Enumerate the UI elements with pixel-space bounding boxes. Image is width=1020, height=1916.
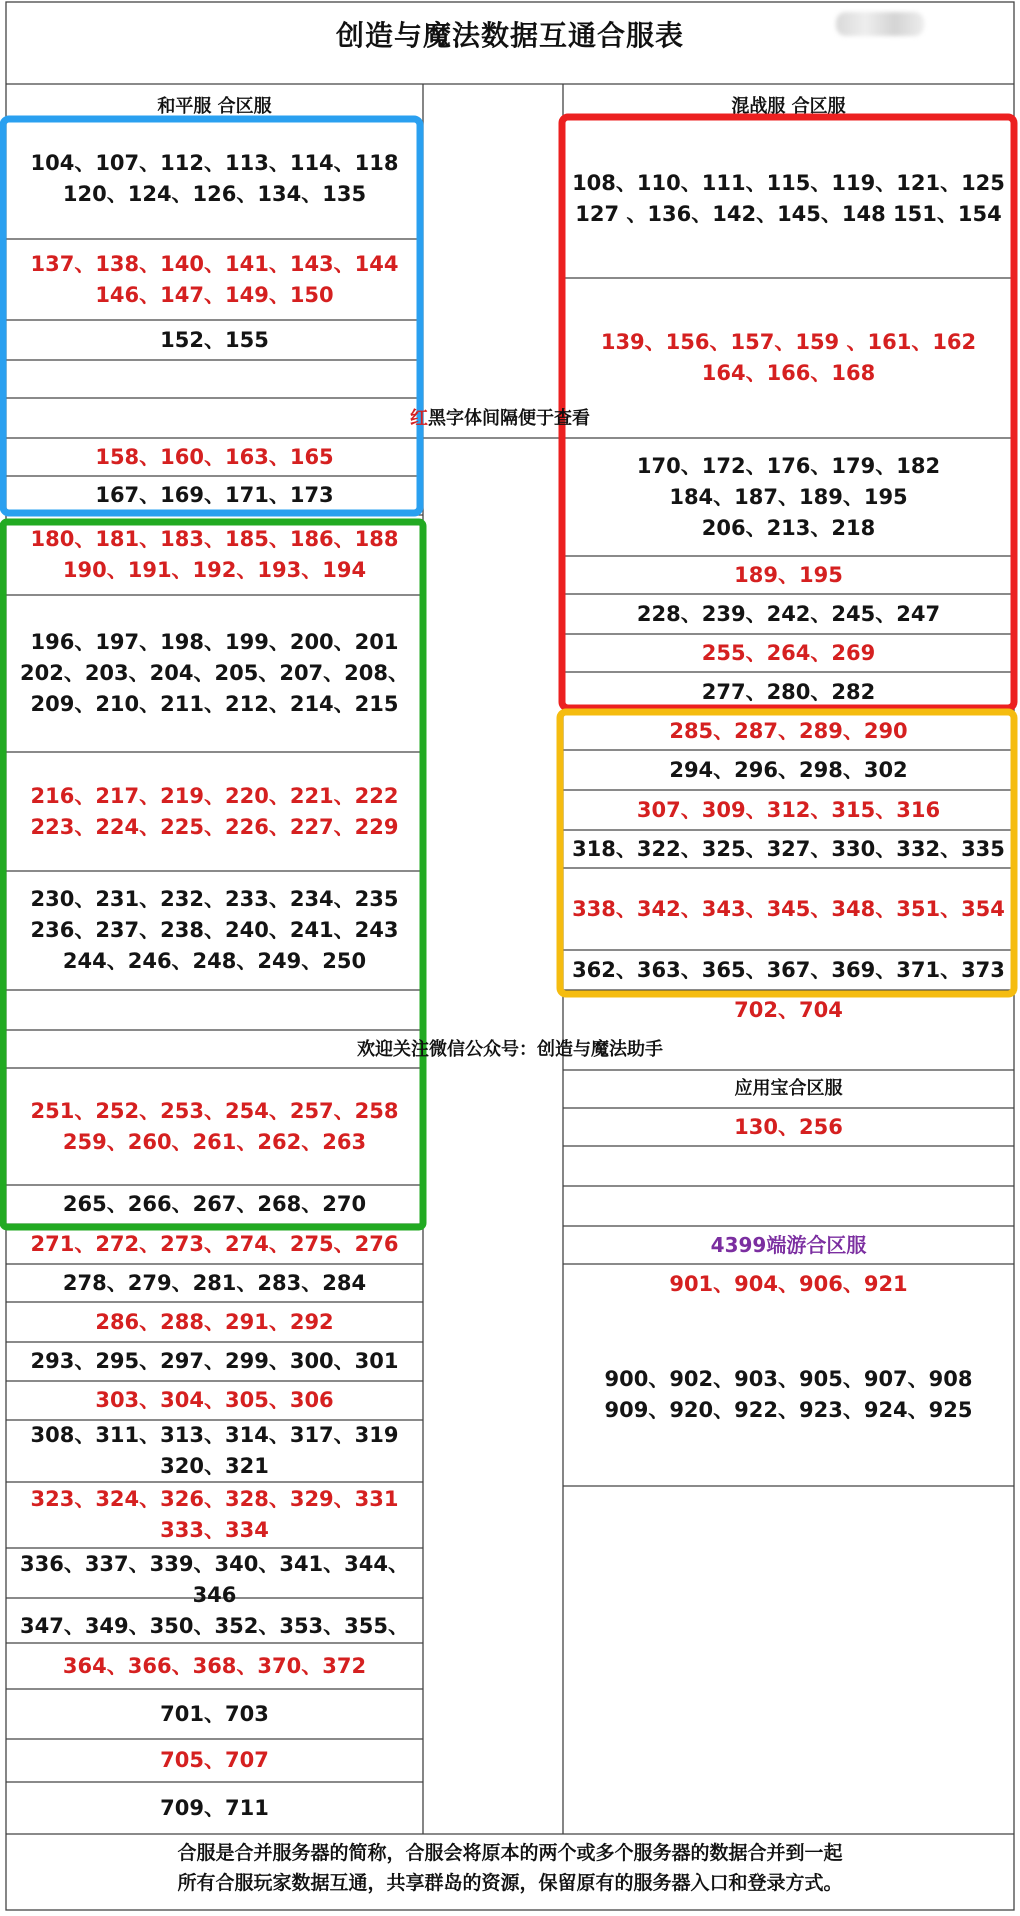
peace-row-text: 705、707 (160, 1748, 269, 1772)
peace-row-text: 293、295、297、299、300、301 (30, 1349, 399, 1373)
melee-row (563, 119, 1014, 278)
peace-row-text: 278、279、281、283、284 (62, 1270, 367, 1295)
melee-row-text: 362、363、365、367、369、371、373 (572, 957, 1005, 982)
peace-row-text: 230、231、232、233、234、235 236、237、238、240、241、243 244、246、248、249、250 (30, 887, 399, 973)
peace-row-text: 167、169、171、173 (95, 483, 334, 507)
melee-row (563, 750, 1014, 790)
melee-row (563, 634, 1014, 672)
4399-row: 900、902、903、905、907、908 909、920、922、923、924、925 (604, 1367, 973, 1422)
melee-row (563, 712, 1014, 750)
peace-row-text: 701、703 (160, 1701, 269, 1726)
melee-row (563, 594, 1014, 634)
peace-row (6, 871, 423, 990)
melee-row (563, 830, 1014, 868)
melee-row-text: 189、195 (734, 562, 843, 587)
peace-row (6, 1643, 423, 1689)
melee-row-text: 139、156、157、159 、161、162 164、166、168 (600, 330, 977, 385)
melee-row-text: 108、110、111、115、119、121、125 127 、136、142、145、148 151、154 (572, 170, 1005, 226)
melee-row-text: 307、309、312、315、316 (636, 797, 941, 822)
peace-row (6, 515, 423, 595)
peace-row (6, 320, 423, 360)
melee-row-text: 285、287、289、290 (669, 718, 908, 743)
peace-row (6, 438, 423, 476)
melee-server-header: 混战服 合区服 (731, 96, 846, 117)
note-follow-wechat: 欢迎关注微信公众号：创造与魔法助手 (357, 1038, 663, 1060)
note-red-black (200, 398, 800, 438)
page-title: 创造与魔法数据互通合服表 (335, 19, 684, 52)
melee-row-text: 318、322、325、327、330、332、335 (572, 836, 1005, 861)
peace-row (6, 1782, 423, 1834)
peace-row (6, 1548, 423, 1643)
peace-row-text: 323、324、326、328、329、331 333、334 (30, 1487, 399, 1542)
peace-row-text: 158、160、163、165 (95, 444, 334, 469)
melee-row-text: 277、280、282 (701, 679, 876, 704)
peace-row (6, 360, 423, 398)
melee-row (563, 438, 1014, 556)
peace-row (6, 1224, 423, 1264)
yyb-row: 130、256 (734, 1114, 843, 1139)
peace-row (6, 1264, 423, 1302)
peace-row (6, 1068, 423, 1185)
peace-row (6, 476, 423, 515)
note-red-black-rest: 黑字体间隔便于查看 (428, 407, 590, 429)
melee-row-text: 294、296、298、302 (669, 757, 908, 782)
peace-row-text: 152、155 (160, 327, 269, 352)
melee-row-text: 255、264、269 (701, 640, 876, 665)
peace-row-text: 251、252、253、254、257、258 259、260、261、262、263 (30, 1098, 399, 1154)
melee-row (563, 868, 1014, 950)
peace-row-text: 216、217、219、220、221、222 223、224、225、226、227、229 (30, 783, 399, 839)
melee-row (563, 990, 1014, 1030)
peace-row-text: 364、366、368、370、372 (62, 1653, 367, 1678)
melee-row (563, 790, 1014, 830)
peace-row (6, 1420, 423, 1482)
peace-row (6, 1342, 423, 1381)
note-red-black-first: 红 (410, 407, 428, 429)
peace-row-text: 104、107、112、113、114、118 120、124、126、134、135 (30, 151, 399, 206)
peace-row-text: 709、711 (160, 1795, 269, 1820)
peace-row (6, 595, 423, 752)
peace-row (6, 1302, 423, 1342)
peace-row-text: 271、272、273、274、275、276 (30, 1231, 399, 1256)
melee-row (563, 672, 1014, 712)
peace-row-text: 286、288、291、292 (95, 1309, 334, 1334)
4399-row: 901、904、906、921 (669, 1271, 908, 1296)
4399-server-header: 4399端游合区服 (710, 1232, 867, 1257)
peace-row (6, 1482, 423, 1548)
peace-row-text: 265、266、267、268、270 (62, 1192, 367, 1216)
melee-row-text: 228、239、242、245、247 (636, 601, 941, 626)
melee-row (563, 950, 1014, 990)
peace-row (6, 239, 423, 320)
footer-line-1: 合服是合并服务器的简称，合服会将原本的两个或多个服务器的数据合并到一起 (177, 1842, 843, 1864)
peace-row-text: 180、181、183、185、186、188 190、191、192、193、194 (30, 527, 399, 582)
peace-row-text: 196、197、198、199、200、201 202、203、204、205、207、208、 209、210、211、212、214、215 (19, 630, 409, 716)
melee-row-text: 170、172、176、179、182 184、187、189、195 206、213、218 (636, 453, 941, 540)
peace-row (6, 1381, 423, 1420)
peace-row (6, 1185, 423, 1224)
peace-row-text: 308、311、313、314、317、319 320、321 (30, 1423, 399, 1478)
melee-row-text: 338、342、343、345、348、351、354 (572, 896, 1005, 921)
yyb-server-header: 应用宝合区服 (734, 1078, 843, 1099)
peace-row (6, 119, 423, 239)
peace-server-header: 和平服 合区服 (157, 96, 272, 117)
peace-row (6, 752, 423, 871)
melee-row-text: 702、704 (734, 997, 843, 1022)
melee-row (563, 556, 1014, 594)
peace-row-text: 303、304、305、306 (95, 1388, 334, 1412)
peace-row (6, 1739, 423, 1782)
peace-row-text: 137、138、140、141、143、144 146、147、149、150 (30, 251, 399, 307)
peace-row-text: 336、337、339、340、341、344、 346 347、349、350、352、353、355、 (19, 1552, 409, 1638)
peace-row (6, 1689, 423, 1739)
footer-line-2: 所有合服玩家数据互通，共享群岛的资源，保留原有的服务器入口和登录方式。 (177, 1872, 843, 1894)
